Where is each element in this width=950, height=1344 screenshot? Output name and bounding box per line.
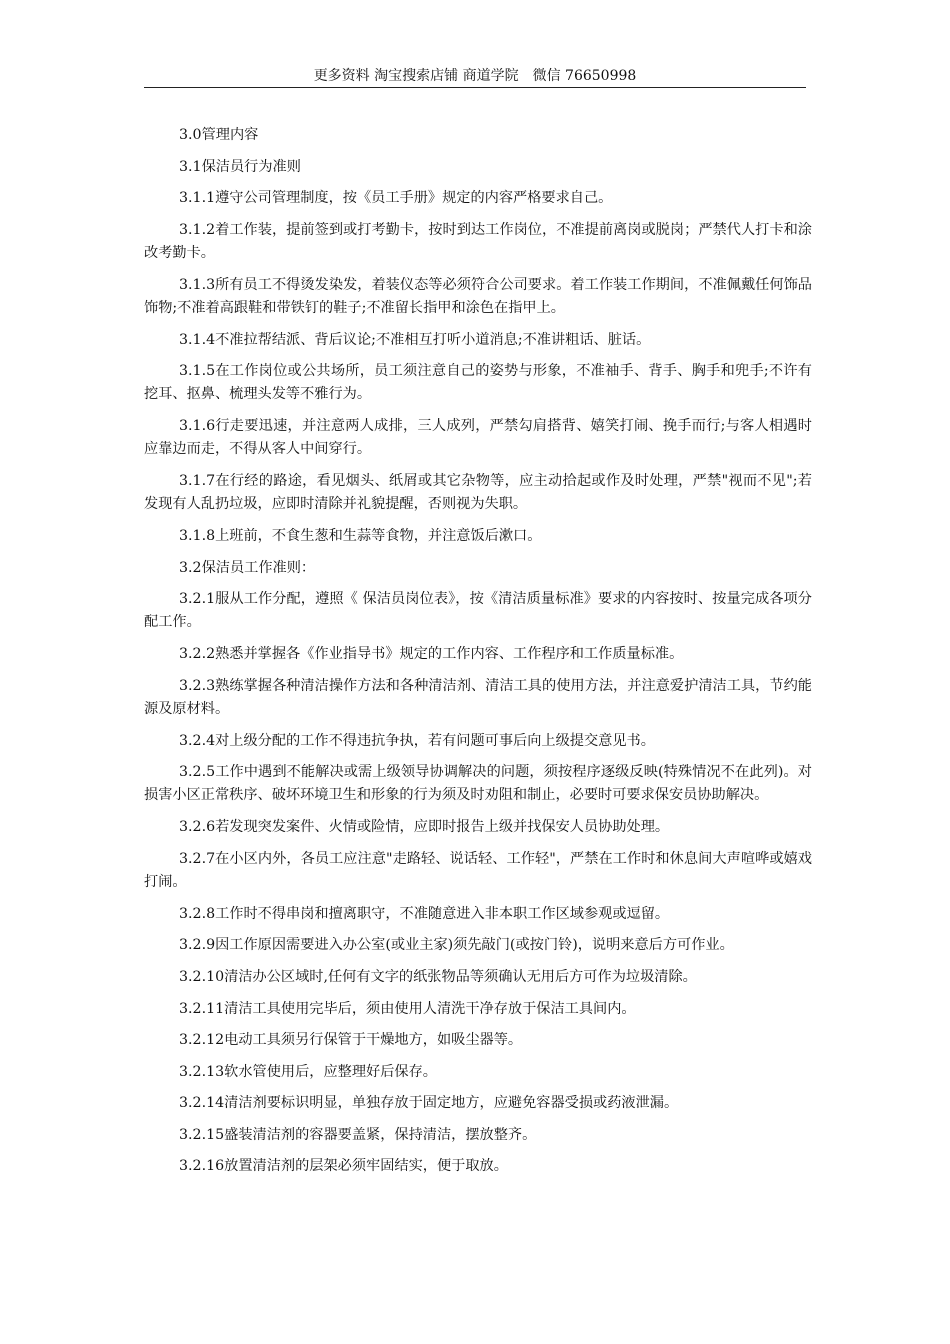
document-body xyxy=(144,124,812,1187)
paragraph: 3.1.4不准拉帮结派、背后议论;不准相互打听小道消息;不准讲粗话、脏话。 xyxy=(179,331,651,348)
paragraph: 3.1.7在行经的路途，看见烟头、纸屑或其它杂物等，应主动拾起或作及时处理，严禁"视而不见";若发现有人乱扔垃圾，应即时清除并礼貌提醒，否则视为失职。 xyxy=(144,473,812,512)
paragraph: 3.2.3熟练掌握各种清洁操作方法和各种清洁剂、清洁工具的使用方法，并注意爱护清洁工具，节约能源及原材料。 xyxy=(144,677,812,717)
paragraph: 3.2.8工作时不得串岗和擅离职守，不准随意进入非本职工作区域参观或逗留。 xyxy=(179,905,670,922)
paragraph: 3.2.12电动工具须另行保管于干燥地方，如吸尘器等。 xyxy=(179,1032,523,1048)
paragraph: 3.2.9因工作原因需要进入办公室(或业主家)须先敲门(或按门铃)，说明来意后方可作业。 xyxy=(179,937,734,953)
paragraph: 3.2.6若发现突发案件、火情或险情，应即时报告上级并找保安人员协助处理。 xyxy=(179,819,670,835)
paragraph: 3.1.2着工作装，提前签到或打考勤卡，按时到达工作岗位，不准提前离岗或脱岗；严禁代人打卡和涂改考勤卡。 xyxy=(144,221,812,261)
paragraph: 3.1.3所有员工不得烫发染发，着装仪态等必须符合公司要求。着工作装工作期间，不准佩戴任何饰品饰物;不准着高跟鞋和带铁钉的鞋子;不准留长指甲和涂色在指甲上。 xyxy=(144,276,812,316)
page-header: 更多资料 淘宝搜索店铺 商道学院 微信 76650998 xyxy=(313,68,637,84)
subsection-heading: 3.1保洁员行为准则 xyxy=(179,158,301,175)
paragraph: 3.1.1遵守公司管理制度，按《员工手册》规定的内容严格要求自己。 xyxy=(179,190,613,206)
paragraph: 3.2.11清洁工具使用完毕后，须由使用人清洗干净存放于保洁工具间内。 xyxy=(179,1000,636,1017)
paragraph: 3.2.5工作中遇到不能解决或需上级领导协调解决的问题，须按程序逐级反映(特殊情况不在此列)。对损害小区正常秩序、破坏环境卫生和形象的行为须及时劝阻和制止，必要时可要求保安员协助解决。 xyxy=(144,764,812,803)
paragraph: 3.1.6行走要迅速，并注意两人成排，三人成列，严禁勾肩搭背、嬉笑打闹、挽手而行;与客人相遇时应靠边而走，不得从客人中间穿行。 xyxy=(144,418,812,457)
paragraph: 3.2.7在小区内外，各员工应注意"走路轻、说话轻、工作轻"，严禁在工作时和休息间大声喧哗或嬉戏打闹。 xyxy=(144,850,812,890)
paragraph: 3.2.14清洁剂要标识明显，单独存放于固定地方，应避免容器受损或药液泄漏。 xyxy=(179,1095,679,1111)
paragraph: 3.2.13软水管使用后，应整理好后保存。 xyxy=(179,1063,437,1080)
paragraph: 3.1.8上班前，不食生葱和生蒜等食物，并注意饭后漱口。 xyxy=(179,528,542,544)
paragraph: 3.2.15盛装清洁剂的容器要盖紧，保持清洁，摆放整齐。 xyxy=(179,1126,537,1143)
paragraph: 3.2.1服从工作分配，遵照《 保洁员岗位表》，按《清洁质量标准》要求的内容按时、按量完成各项分配工作。 xyxy=(144,591,812,630)
paragraph: 3.2.16放置清洁剂的层架必须牢固结实，便于取放。 xyxy=(179,1158,508,1174)
header-divider xyxy=(144,87,806,88)
paragraph: 3.2.2熟悉并掌握各《作业指导书》规定的工作内容、工作程序和工作质量标准。 xyxy=(179,646,684,662)
paragraph: 3.1.5在工作岗位或公共场所，员工须注意自己的姿势与形象，不准袖手、背手、胸手和兜手;不许有挖耳、抠鼻、梳理头发等不雅行为。 xyxy=(144,363,812,402)
paragraph: 3.2.4对上级分配的工作不得违抗争执，若有问题可事后向上级提交意见书。 xyxy=(179,732,655,749)
paragraph: 3.2.10清洁办公区域时,任何有文字的纸张物品等须确认无用后方可作为垃圾清除。 xyxy=(179,969,697,985)
subsection-heading: 3.2保洁员工作准则： xyxy=(179,559,316,576)
section-heading: 3.0管理内容 xyxy=(179,127,259,143)
